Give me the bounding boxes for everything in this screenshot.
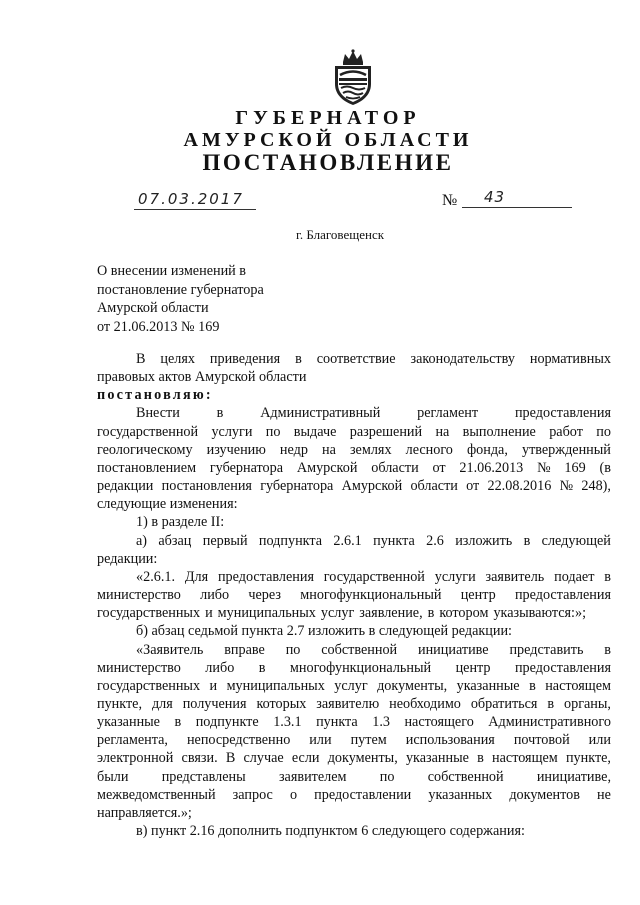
quote-2-7-line: межведомственный запрос о предоставлении указанных документов не [97,786,611,803]
quote-2-7-line: регламента, непосредственно или путем использования почтовой или [97,732,611,749]
quote-2-7-line: министерство либо в многофункциональный центр предоставления [97,659,611,676]
header-title-region: АМУРСКОЙ ОБЛАСТИ [183,129,473,151]
city-label: г. Благовещенск [295,227,385,242]
item-section-ii: 1) в разделе II: [136,514,225,531]
subject-line: Амурской области [97,300,209,316]
number-sign: № [442,192,458,209]
amendment-line: геологическому изучению недр на землях лесного фонда, утвержденный [97,441,611,458]
quote-2-6-1-line: государственных и муниципальных услуг заявление, в котором указываются:»; [97,605,587,622]
quote-2-7-line: государственных и муниципальных услуг документы, указанные в настоящем [97,677,611,694]
quote-2-7-line: указанные в подпункте 1.3.1 пункта 1.3 настоящего Административного [97,714,611,731]
date-underline [134,209,256,210]
quote-2-7-line: были представлены заявителем по собственной инициативе, [97,768,611,785]
decree-word: постановляю: [97,387,213,404]
quote-2-7-line: направляется.»; [97,804,192,821]
amendment-line: государственной услуги по выдаче разрешений на выполнение работ по [97,423,611,440]
preamble-line: правовых актов Амурской области [97,369,307,386]
amendment-line: постановлением губернатора Амурской области от 21.06.2013 № 169 (в [97,459,611,476]
document-subject [97,262,264,336]
quote-2-7-line: пункте, для получения которых заявителю необходимо обратиться в органы, [97,695,611,712]
amendment-line: редакции постановления губернатора Амурской области от 22.08.2016 № 248), [97,478,611,495]
quote-2-6-1-line: министерство либо через многофункциональный центр предоставления [97,587,611,604]
preamble-line: В целях приведения в соответствие законодательству нормативных [136,351,611,367]
subject-line: постановление губернатора [97,281,264,298]
item-a-line: а) абзац первый подпункта 2.6.1 пункта 2.6 изложить в следующей [136,532,611,549]
item-b-line: б) абзац седьмой пункта 2.7 изложить в следующей редакции: [136,623,512,640]
number-underline [462,207,572,208]
document-date: 07.03.2017 [138,190,244,208]
coat-of-arms-emblem [331,48,375,106]
header-doc-type: ПОСТАНОВЛЕНИЕ [202,150,454,175]
item-a-line: редакции: [97,550,158,567]
subject-line: О внесении изменений в [97,263,247,279]
document-number: 43 [484,188,506,206]
quote-2-7-line: «Заявитель вправе по собственной инициативе представить в [136,641,611,658]
quote-2-7-line: электронной связи. В случае если документы, указанные в настоящем пункте, [97,750,611,767]
amendment-line: Внести в Административный регламент предоставления [136,405,611,422]
item-v-line: в) пункт 2.16 дополнить подпунктом 6 следующего содержания: [136,823,525,840]
header-title-governor: ГУБЕРНАТОР [235,107,421,129]
amendment-line: следующие изменения: [97,496,238,513]
document-body [97,350,611,840]
quote-2-6-1-line: «2.6.1. Для предоставления государственной услуги заявитель подает в [136,568,611,585]
subject-line: от 21.06.2013 № 169 [97,318,220,335]
